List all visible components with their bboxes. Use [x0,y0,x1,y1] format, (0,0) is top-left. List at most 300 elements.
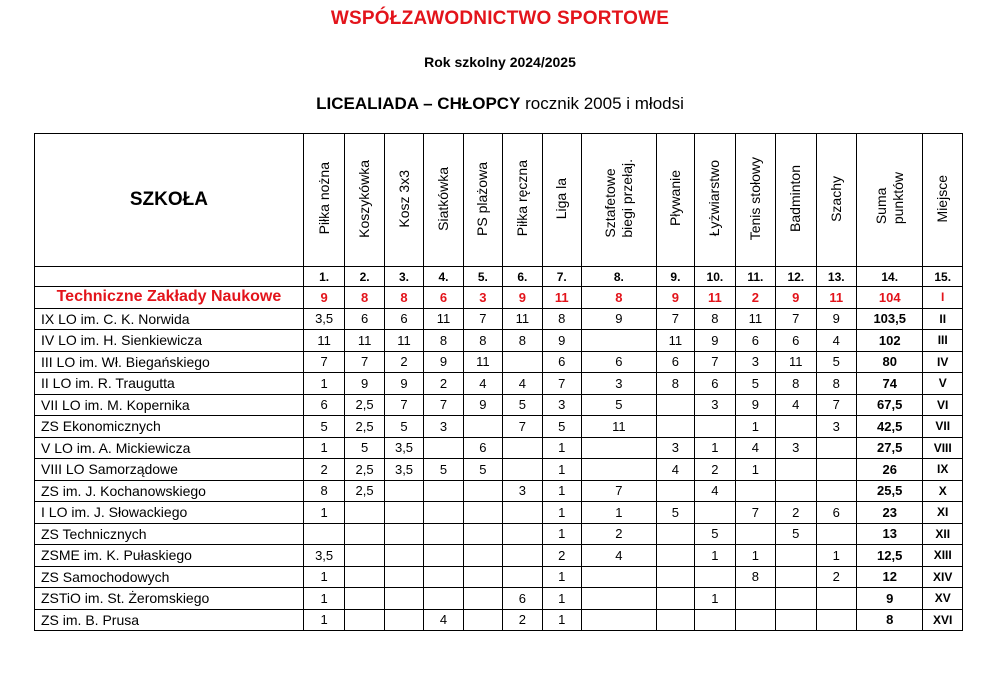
column-header [345,134,384,267]
total-points-cell: 26 [857,459,923,481]
table-row [35,308,963,330]
total-points-cell: 12 [857,566,923,588]
score-cell: 1 [735,459,775,481]
score-cell [816,523,856,545]
score-cell: 11 [503,308,542,330]
score-cell [424,480,463,502]
column-header [303,134,345,267]
score-cell [656,609,694,631]
score-cell: 7 [424,394,463,416]
score-cell [345,566,384,588]
score-cell: 5 [581,394,656,416]
score-cell: 3 [542,394,581,416]
score-cell: 3 [463,287,502,309]
score-cell: 8 [303,480,345,502]
score-cell: 1 [542,480,581,502]
table-row [35,351,963,373]
score-cell: 7 [816,394,856,416]
score-cell [695,609,735,631]
score-cell [816,437,856,459]
score-cell: 4 [695,480,735,502]
place-cell: III [923,330,963,352]
table-row [35,287,963,309]
score-cell: 6 [656,351,694,373]
column-number: 15. [923,267,963,287]
column-number: 6. [503,267,542,287]
score-cell [463,609,502,631]
score-cell: 2 [816,566,856,588]
score-cell: 4 [581,545,656,567]
score-cell: 2 [384,351,423,373]
score-cell: 6 [303,394,345,416]
school-name: III LO im. Wł. Biegańskiego [35,351,304,373]
column-header-label: Szachy [827,175,844,222]
score-cell: 3 [816,416,856,438]
score-cell: 9 [816,308,856,330]
score-cell: 2,5 [345,416,384,438]
column-number: 12. [776,267,816,287]
score-cell: 1 [542,502,581,524]
score-cell: 6 [735,330,775,352]
score-cell: 8 [503,330,542,352]
score-cell [581,588,656,610]
table-row [35,394,963,416]
column-number: 1. [303,267,345,287]
score-cell [735,609,775,631]
score-cell: 3 [656,437,694,459]
column-header [816,134,856,267]
column-number: 9. [656,267,694,287]
score-cell: 7 [384,394,423,416]
score-cell [581,459,656,481]
score-cell [345,502,384,524]
score-cell [424,437,463,459]
score-cell: 4 [735,437,775,459]
column-header [695,134,735,267]
column-number: 10. [695,267,735,287]
score-cell [384,588,423,610]
score-cell [776,480,816,502]
score-cell [384,609,423,631]
column-header-label: Piłka ręczna [513,160,530,237]
score-cell [776,545,816,567]
school-name: IX LO im. C. K. Norwida [35,308,304,330]
score-cell [656,588,694,610]
score-cell: 5 [542,416,581,438]
total-points-cell: 80 [857,351,923,373]
score-cell [581,437,656,459]
score-cell: 8 [384,287,423,309]
score-cell: 7 [503,416,542,438]
score-cell: 4 [463,373,502,395]
score-cell: 8 [345,287,384,309]
score-cell: 9 [384,373,423,395]
score-cell: 1 [303,373,345,395]
score-cell: 3 [581,373,656,395]
score-cell: 9 [424,351,463,373]
table-row [35,523,963,545]
score-cell [581,330,656,352]
school-header: SZKOŁA [35,134,304,267]
heading-bold: LICEALIADA – CHŁOPCY [316,94,521,113]
school-year: Rok szkolny 2024/2025 [424,54,576,70]
column-header-label: Badminton [787,165,804,232]
score-cell [816,609,856,631]
score-cell [503,502,542,524]
column-number: 14. [857,267,923,287]
results-table [34,133,963,631]
score-cell: 1 [695,437,735,459]
score-cell [503,566,542,588]
score-cell: 7 [463,308,502,330]
score-cell [776,609,816,631]
score-cell [735,480,775,502]
total-points-cell: 102 [857,330,923,352]
score-cell: 6 [424,287,463,309]
score-cell [695,566,735,588]
column-header [384,134,423,267]
column-number: 3. [384,267,423,287]
place-cell: XI [923,502,963,524]
table-row [35,480,963,502]
score-cell [345,545,384,567]
column-header-label: Kosz 3x3 [395,169,412,228]
score-cell [656,523,694,545]
score-cell [735,523,775,545]
score-cell [503,351,542,373]
score-cell [816,459,856,481]
column-number: 5. [463,267,502,287]
table-row [35,330,963,352]
score-cell [384,545,423,567]
school-number-cell [35,267,304,287]
total-points-cell: 8 [857,609,923,631]
place-cell: II [923,308,963,330]
score-cell [656,394,694,416]
score-cell: 8 [424,330,463,352]
score-cell: 6 [345,308,384,330]
column-header-label: Suma punktów [872,172,906,225]
score-cell: 3 [776,437,816,459]
place-cell: XIV [923,566,963,588]
score-cell: 7 [776,308,816,330]
place-cell: XIII [923,545,963,567]
total-points-cell: 9 [857,588,923,610]
column-header [735,134,775,267]
score-cell [503,545,542,567]
score-cell: 9 [581,308,656,330]
column-header-label: Siatkówka [434,166,451,231]
score-cell: 8 [776,373,816,395]
school-name: ZS Samochodowych [35,566,304,588]
table-row [35,459,963,481]
column-number: 8. [581,267,656,287]
score-cell: 11 [345,330,384,352]
score-cell: 2,5 [345,459,384,481]
score-cell: 6 [776,330,816,352]
score-cell: 9 [735,394,775,416]
score-cell: 7 [542,373,581,395]
column-header [581,134,656,267]
score-cell: 5 [776,523,816,545]
score-cell: 8 [735,566,775,588]
score-cell: 4 [816,330,856,352]
score-cell [776,566,816,588]
score-cell [581,609,656,631]
score-cell [816,480,856,502]
score-cell: 5 [735,373,775,395]
school-name: ZSTiO im. St. Żeromskiego [35,588,304,610]
score-cell [656,480,694,502]
score-cell: 7 [345,351,384,373]
score-cell: 1 [695,588,735,610]
column-header [463,134,502,267]
school-name: II LO im. R. Traugutta [35,373,304,395]
score-cell [776,416,816,438]
score-cell: 9 [463,394,502,416]
score-cell: 11 [424,308,463,330]
score-cell: 6 [581,351,656,373]
score-cell: 2,5 [345,480,384,502]
score-cell: 1 [542,588,581,610]
column-header-label: Pływanie [666,170,683,227]
score-cell [776,588,816,610]
score-cell: 6 [542,351,581,373]
school-name: ZS im. J. Kochanowskiego [35,480,304,502]
score-cell: 6 [463,437,502,459]
score-cell: 9 [695,330,735,352]
score-cell: 9 [656,287,694,309]
score-cell: 3 [503,480,542,502]
place-cell: V [923,373,963,395]
score-cell [424,523,463,545]
score-cell [463,416,502,438]
score-cell: 1 [303,502,345,524]
column-header-label: Tenis stołowy [746,156,763,241]
score-cell: 11 [656,330,694,352]
competition-heading [0,94,1000,114]
school-name: VII LO im. M. Kopernika [35,394,304,416]
score-cell: 5 [384,416,423,438]
place-cell: VIII [923,437,963,459]
score-cell: 1 [303,566,345,588]
place-cell: I [923,287,963,309]
score-cell: 7 [656,308,694,330]
score-cell: 7 [695,351,735,373]
score-cell [656,545,694,567]
column-header-label: Łyżwiarstwo [706,160,723,237]
total-points-cell: 103,5 [857,308,923,330]
score-cell: 3 [695,394,735,416]
column-header-label: Piłka nożna [315,162,332,235]
column-header-label: Miejsce [934,174,951,223]
score-cell: 2 [542,545,581,567]
page-title: WSPÓŁZAWODNICTWO SPORTOWE [330,8,670,29]
column-number-row [35,267,963,287]
place-cell: XII [923,523,963,545]
score-cell [384,523,423,545]
column-header [656,134,694,267]
score-cell: 3 [735,351,775,373]
school-name: I LO im. J. Słowackiego [35,502,304,524]
score-cell: 1 [542,609,581,631]
score-cell: 9 [503,287,542,309]
score-cell: 2,5 [345,394,384,416]
score-cell: 9 [303,287,345,309]
total-points-cell: 104 [857,287,923,309]
score-cell [424,588,463,610]
score-cell [735,588,775,610]
score-cell [384,480,423,502]
score-cell [345,609,384,631]
score-cell: 2 [503,609,542,631]
score-cell: 11 [776,351,816,373]
score-cell: 1 [303,588,345,610]
score-cell: 1 [695,545,735,567]
column-header [776,134,816,267]
score-cell: 8 [581,287,656,309]
score-cell [424,545,463,567]
place-cell: IX [923,459,963,481]
score-cell: 6 [695,373,735,395]
score-cell: 3,5 [303,308,345,330]
column-header-label: Koszykówka [356,159,373,238]
table-row [35,416,963,438]
score-cell: 5 [816,351,856,373]
score-cell: 11 [303,330,345,352]
score-cell [463,502,502,524]
score-cell: 11 [735,308,775,330]
score-cell: 6 [384,308,423,330]
score-cell [816,588,856,610]
school-name: VIII LO Samorządowe [35,459,304,481]
score-cell: 9 [542,330,581,352]
column-header-row [35,134,963,267]
score-cell: 1 [542,566,581,588]
column-header [857,134,923,267]
school-name: ZS im. B. Prusa [35,609,304,631]
score-cell: 4 [424,609,463,631]
score-cell: 11 [816,287,856,309]
score-cell: 3,5 [303,545,345,567]
score-cell: 11 [542,287,581,309]
score-cell [503,437,542,459]
score-cell: 7 [303,351,345,373]
score-cell: 1 [735,416,775,438]
score-cell: 4 [656,459,694,481]
score-cell: 1 [542,523,581,545]
place-cell: IV [923,351,963,373]
place-cell: XV [923,588,963,610]
score-cell: 11 [695,287,735,309]
score-cell [303,523,345,545]
score-cell: 7 [581,480,656,502]
school-name: Techniczne Zakłady Naukowe [35,287,304,309]
score-cell [503,459,542,481]
score-cell: 4 [503,373,542,395]
column-number: 11. [735,267,775,287]
table-row [35,545,963,567]
score-cell [424,502,463,524]
score-cell [463,480,502,502]
column-header [424,134,463,267]
score-cell [656,416,694,438]
table-row [35,502,963,524]
score-cell [424,566,463,588]
score-cell: 3 [424,416,463,438]
school-name: V LO im. A. Mickiewicza [35,437,304,459]
score-cell: 2 [424,373,463,395]
place-cell: VI [923,394,963,416]
score-cell: 2 [303,459,345,481]
score-cell [656,566,694,588]
table-row [35,373,963,395]
score-cell: 2 [776,502,816,524]
score-cell: 1 [735,545,775,567]
total-points-cell: 13 [857,523,923,545]
score-cell [695,502,735,524]
heading-rest: rocznik 2005 i młodsi [520,94,684,113]
column-number: 13. [816,267,856,287]
place-cell: VII [923,416,963,438]
score-cell: 8 [542,308,581,330]
column-number: 2. [345,267,384,287]
score-cell [384,566,423,588]
score-cell [463,545,502,567]
score-cell: 5 [424,459,463,481]
total-points-cell: 12,5 [857,545,923,567]
score-cell: 5 [303,416,345,438]
score-cell [463,566,502,588]
score-cell [776,459,816,481]
table-row [35,588,963,610]
score-cell: 9 [345,373,384,395]
score-cell: 5 [695,523,735,545]
score-cell [463,523,502,545]
score-cell [345,588,384,610]
column-header-label: Sztafetowe biegi przełaj. [601,159,635,238]
score-cell [345,523,384,545]
score-cell: 11 [384,330,423,352]
column-header-label: PS plażowa [474,161,491,236]
score-cell: 8 [463,330,502,352]
score-cell: 1 [816,545,856,567]
total-points-cell: 27,5 [857,437,923,459]
score-cell: 3,5 [384,437,423,459]
score-cell: 5 [656,502,694,524]
score-cell: 6 [503,588,542,610]
total-points-cell: 67,5 [857,394,923,416]
score-cell: 1 [542,459,581,481]
column-number: 4. [424,267,463,287]
column-header [542,134,581,267]
score-cell: 2 [695,459,735,481]
column-header [503,134,542,267]
total-points-cell: 74 [857,373,923,395]
score-cell: 5 [503,394,542,416]
score-cell: 1 [303,609,345,631]
score-cell: 4 [776,394,816,416]
table-row [35,566,963,588]
score-cell: 8 [656,373,694,395]
score-cell: 5 [345,437,384,459]
place-cell: X [923,480,963,502]
column-header [923,134,963,267]
school-name: ZS Technicznych [35,523,304,545]
score-cell [384,502,423,524]
school-name: ZSME im. K. Pułaskiego [35,545,304,567]
table-row [35,609,963,631]
